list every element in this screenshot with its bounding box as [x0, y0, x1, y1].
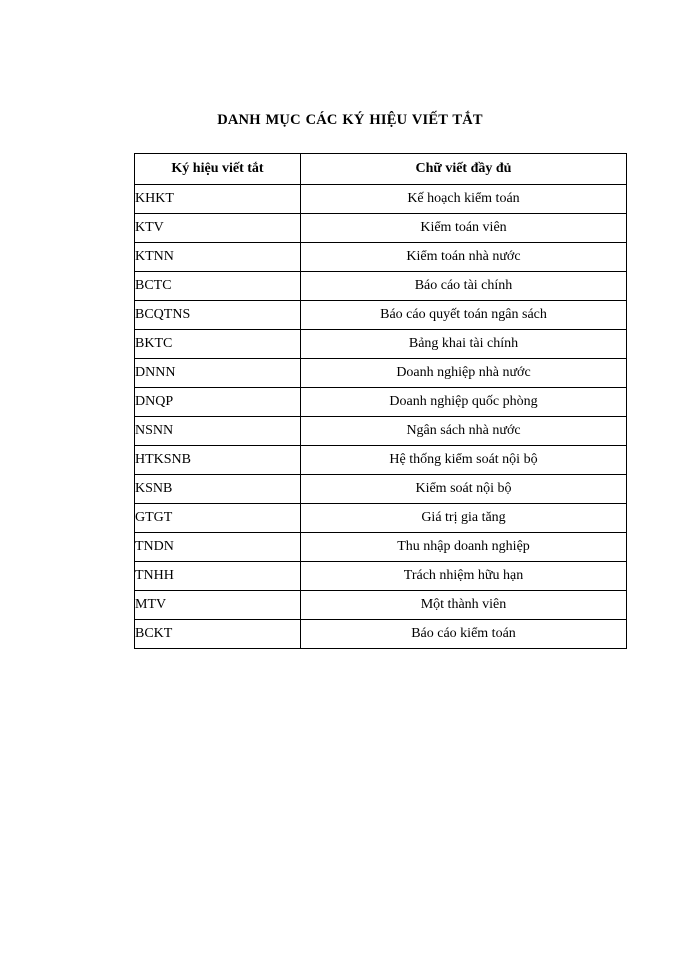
- table-row: [135, 388, 627, 417]
- table-row: [135, 533, 627, 562]
- table-row: [135, 504, 627, 533]
- full-form-cell: Kế hoạch kiểm toán: [301, 185, 627, 214]
- abbreviation-cell: BCTC: [135, 272, 301, 301]
- table-row: [135, 562, 627, 591]
- abbreviation-cell: KSNB: [135, 475, 301, 504]
- full-form-cell: Doanh nghiệp quốc phòng: [301, 388, 627, 417]
- table-row: [135, 330, 627, 359]
- table-row: [135, 243, 627, 272]
- abbreviation-cell: BCQTNS: [135, 301, 301, 330]
- abbreviation-cell: KTNN: [135, 243, 301, 272]
- table-row: [135, 272, 627, 301]
- full-form-cell: Kiểm soát nội bộ: [301, 475, 627, 504]
- table-row: [135, 417, 627, 446]
- full-form-cell: Báo cáo tài chính: [301, 272, 627, 301]
- full-form-cell: Giá trị gia tăng: [301, 504, 627, 533]
- full-form-cell: Trách nhiệm hữu hạn: [301, 562, 627, 591]
- abbreviation-cell: BCKT: [135, 620, 301, 649]
- full-form-cell: Một thành viên: [301, 591, 627, 620]
- abbreviation-cell: NSNN: [135, 417, 301, 446]
- column-header-full-form: Chữ viết đầy đủ: [301, 154, 627, 185]
- abbreviation-cell: DNQP: [135, 388, 301, 417]
- abbreviation-cell: MTV: [135, 591, 301, 620]
- full-form-cell: Báo cáo kiểm toán: [301, 620, 627, 649]
- abbreviation-cell: KHKT: [135, 185, 301, 214]
- abbreviation-cell: BKTC: [135, 330, 301, 359]
- table-row: [135, 185, 627, 214]
- abbreviation-cell: TNDN: [135, 533, 301, 562]
- column-header-abbreviation: Ký hiệu viết tắt: [135, 154, 301, 185]
- abbreviation-cell: TNHH: [135, 562, 301, 591]
- abbreviation-cell: KTV: [135, 214, 301, 243]
- table-row: [135, 301, 627, 330]
- table-row: [135, 475, 627, 504]
- abbreviation-cell: HTKSNB: [135, 446, 301, 475]
- table-row: [135, 620, 627, 649]
- page-title: DANH MỤC CÁC KÝ HIỆU VIẾT TẮT: [217, 112, 483, 128]
- full-form-cell: Bảng khai tài chính: [301, 330, 627, 359]
- full-form-cell: Hệ thống kiểm soát nội bộ: [301, 446, 627, 475]
- abbreviation-cell: DNNN: [135, 359, 301, 388]
- table-header-row: [135, 154, 627, 185]
- abbreviation-table: [134, 153, 627, 649]
- full-form-cell: Thu nhập doanh nghiệp: [301, 533, 627, 562]
- table-row: [135, 359, 627, 388]
- table-row: [135, 214, 627, 243]
- table-row: [135, 446, 627, 475]
- full-form-cell: Doanh nghiệp nhà nước: [301, 359, 627, 388]
- full-form-cell: Kiểm toán nhà nước: [301, 243, 627, 272]
- full-form-cell: Báo cáo quyết toán ngân sách: [301, 301, 627, 330]
- full-form-cell: Ngân sách nhà nước: [301, 417, 627, 446]
- full-form-cell: Kiểm toán viên: [301, 214, 627, 243]
- table-row: [135, 591, 627, 620]
- abbreviation-cell: GTGT: [135, 504, 301, 533]
